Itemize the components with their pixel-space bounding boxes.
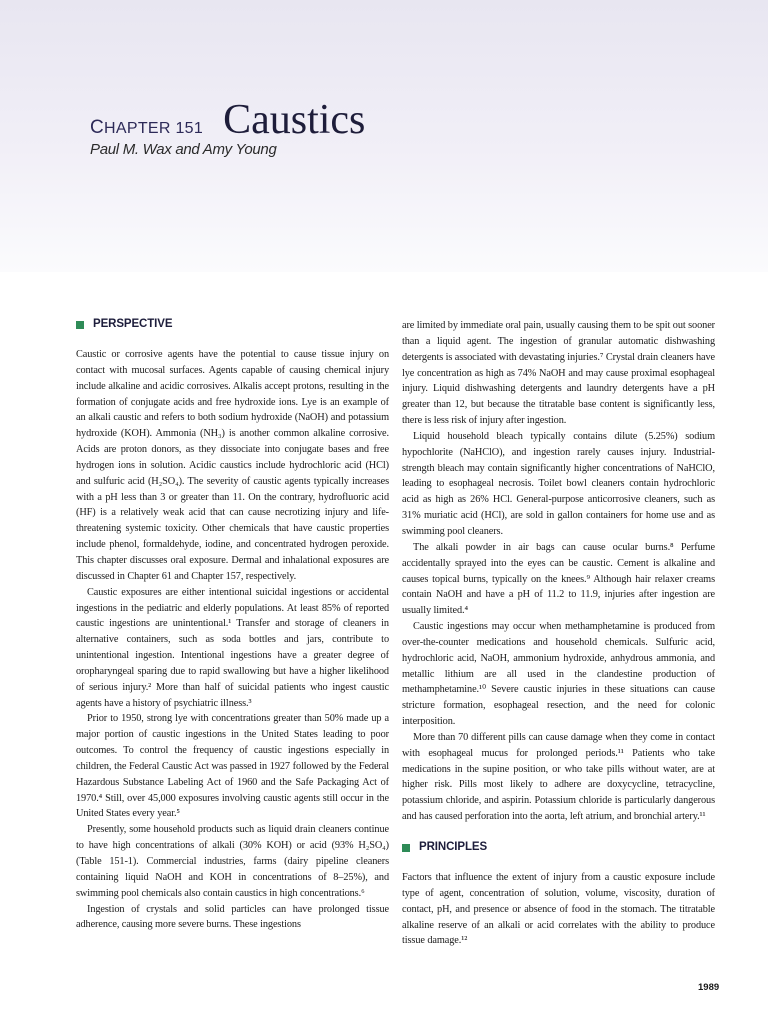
chapter-number: CHAPTER 151 <box>90 117 204 138</box>
paragraph: Caustic ingestions may occur when methamphetamine is produced from over-the-counter medications and household chemicals. Sulfuric acid, hydrochloric acid, NaOH, ammonium hydroxide, anhydrous ammonia, and metallic lithium are all used in the clandestine production of methamphetamine.¹⁰ Severe caustic injuries in these situations can cause stricture formation, esophageal resection, and the need for colonic interposition. <box>402 621 715 728</box>
paragraph: More than 70 different pills can cause damage when they come in contact with esophageal mucus for prolonged periods.¹¹ Patients who take medications in the supine position, or who take pills without water, are at higher risk. Pills most likely to adhere are doxycycline, tetracycline, potassium chloride, and aspirin. Potassium chloride is particularly dangerous and has caused perforation into the aorta, left atrium, and bronchial artery.¹¹ <box>402 731 715 823</box>
chapter-authors: Paul M. Wax and Amy Young <box>90 141 277 158</box>
section-square-icon <box>76 321 84 329</box>
paragraph: The alkali powder in air bags can cause ocular burns.⁸ Perfume accidentally sprayed into the eyes can be caustic. Cement is alkaline and causes topical burns, typically on the knees.⁹ Although hair relaxer creams contain NaOH and have a pH of 11.2 to 11.9, injuries after ingestion are usually limited.⁴ <box>402 541 715 617</box>
left-column <box>76 317 389 933</box>
paragraph: Prior to 1950, strong lye with concentrations greater than 50% made up a major portion of caustic ingestions in the United States leading to poor outcomes. To control the frequency of caustic ingestions especially in children, the Federal Caustic Act was passed in 1927 followed by the Federal Hazardous Substance Labeling Act of 1960 and the Safe Packaging Act of 1970.⁴ Still, over 45,000 exposures involving caustic agents still occur in the United States every year.⁵ <box>76 713 389 820</box>
perspective-heading-label: PERSPECTIVE <box>93 318 173 331</box>
paragraph: Presently, some household products such as liquid drain cleaners continue to have high concentrations of alkali (30% KOH) or acid (93% H₂SO₄) (Table 151-1). Commercial industries, farms (dairy pipeline cleaners containing liquid NaOH and KOH in concentrations of 8–25%), and swimming pool chemicals also contain caustics in high concentrations.⁶ <box>76 824 389 899</box>
principles-heading-label: PRINCIPLES <box>419 841 488 854</box>
principles-heading <box>402 840 715 856</box>
paragraph: Caustic or corrosive agents have the potential to cause tissue injury on contact with mucosal surfaces. Agents capable of causing chemical injury include alkaline and acidic corrosives. Alkalis accept protons, resulting in the formation of conjugate acids and free hydroxide ions. Lye is an example of an alkali caustic and refers to both sodium hydroxide (NaOH) and potassium hydroxide (KOH). Ammonia (NH₃) is another common alkaline corrosive. Acids are proton donors, as they dissociate into conjugate bases and free hydrogen ions in solution. Acidic caustics include hydrochloric acid (HCl) and sulfuric acid (H₂SO₄). The severity of caustic agents typically increases with a pH less than 3 or greater than 11. On the contrary, hydrofluoric acid (HF) is a relatively weak acid that can cause necrotizing injury and life-threatening systemic toxicity. Other chemicals that have caustic properties include phenol, formaldehyde, iodine, and concentrated hydrogen peroxide. This chapter discusses oral exposure. Dermal and inhalational exposures are discussed in Chapter 61 and Chapter 157, respectively. <box>76 349 389 582</box>
perspective-heading <box>76 317 389 333</box>
section-square-icon <box>402 844 410 852</box>
paragraph: Liquid household bleach typically contains dilute (5.25%) sodium hypochlorite (NaHClO), and ingestion rarely causes injury. Industrial-strength bleach may contain significantly higher concentrations of NaHClO, leading to esophageal necrosis. Toilet bowl cleaners contain hydrochloric acid as high as 26% HCl. General-purpose anticorrosive cleaners, such as 31% muriatic acid (HCl), are sold in gallon containers for home use and as swimming pool cleaners. <box>402 430 715 537</box>
right-column <box>402 318 715 949</box>
chapter-title: Caustics <box>223 97 366 143</box>
paragraph: Caustic exposures are either intentional suicidal ingestions or accidental ingestions in the pediatric and elderly populations. At least 85% of reported caustic ingestions are unintentional.¹ Transfer and storage of cleaners in alternative containers, such as soda bottles and jars, contribute to unintentional ingestion. Intentional ingestions have a greater degree of oropharyngeal sparing due to rapid swallowing but have a higher likelihood of serious injury.² More than half of suicidal patients who ingest caustic agents have a history of psychiatric illness.³ <box>76 586 389 709</box>
chapter-heading <box>90 96 365 144</box>
paragraph: Ingestion of crystals and solid particles can have prolonged tissue adherence, causing more severe burns. These ingestions <box>76 903 389 931</box>
paragraph: are limited by immediate oral pain, usually causing them to be spit out sooner than a liquid agent. The ingestion of granular automatic dishwashing detergents is associated with devastating injuries.⁷ Crystal drain cleaners have lye concentration as high as 74% NaOH and may cause proximal esophageal injury. Liquid dishwashing detergents and laundry detergents have a pH greater than 12, but because the titratable base content is significantly less, there is less risk of injury after ingestion. <box>402 320 715 427</box>
page-number: 1989 <box>698 982 720 993</box>
paragraph: Factors that influence the extent of injury from a caustic exposure include type of agent, concentration of solution, volume, viscosity, duration of contact, pH, and presence or absence of food in the stomach. The titratable alkaline reserve of an alkali or acid correlates with the ability to produce tissue damage.¹² <box>402 872 715 947</box>
